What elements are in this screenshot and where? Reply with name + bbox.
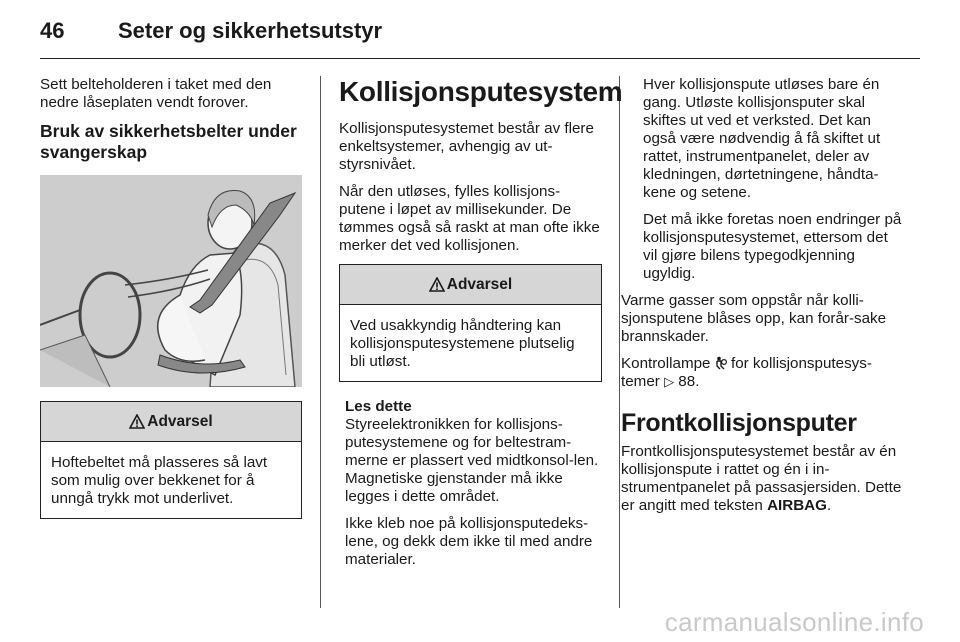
paragraph: Ikke kleb noe på kollisjonsputedeks-lene, og dekk dem ikke til med andre materialer. [345,515,593,568]
warning-title: Advarsel [446,275,513,293]
paragraph [621,355,903,391]
airbag-warning-lamp-icon [715,356,727,370]
watermark: carmanualsonline.info [664,607,924,637]
text-span: Kontrollampe [621,355,711,372]
warning-text: Ved usakkyndig håndtering kan kollisjonsputesystemene plutselig bli utløst. [350,317,575,370]
paragraph: Varme gasser som oppstår når kolli-sjonsputene blåses opp, kan forår-sake brannskader. [621,292,887,345]
seatbelt-illustration-icon [40,175,302,387]
warning-header [340,265,601,305]
header-rule [40,58,920,59]
warning-title: Advarsel [147,412,213,430]
warning-box [339,264,602,382]
page-reference: 88. [678,373,700,390]
paragraph: Styreelektronikken for kollisjons-putesystemene og for beltestram-merne er plassert ved midtkonsol-len. Magnetiske gjenstander må ikke legges i dette området. [345,416,599,505]
page-number: 46 [40,18,65,43]
section-heading: Kollisjonsputesystem [339,76,623,107]
column-divider [619,76,620,608]
text-span: for kollisjonsputesys-temer [621,355,872,390]
subheading: Bruk av sikkerhetsbelter under svangerskap [40,121,297,162]
text-span: . [826,497,832,514]
page-ref-arrow-icon: ▷ [664,374,675,389]
section-title: Seter og sikkerhetsutstyr [118,18,383,43]
warning-icon [429,277,445,293]
paragraph: Kollisjonsputesystemet består av flere enkeltsystemer, avhengig av ut-styrsnivået. [339,120,594,173]
paragraph: Hver kollisjonspute utløses bare én gang. Utløste kollisjonsputer skal skiftes ut ved et verksted. Det kan også være nødvendig å få skiftet ut rattet, instrumentpanelet, deler av kledningen, dørtetningene, håndta-kene og setene. [643,76,881,201]
paragraph [621,443,903,515]
warning-header [41,402,301,442]
warning-icon [129,414,145,430]
column-3 [621,76,903,524]
airbag-keyword: AIRBAG [767,497,827,514]
text-span: Frontkollisjonsputesystemet består av én kollisjonspute i rattet og én i in-strumentpanelet på passasjersiden. Dette er angitt med teksten [621,443,902,514]
warning-box [40,401,302,519]
column-1 [40,76,302,531]
warning-text: Hoftebeltet må plasseres så lavt som mulig over bekkenet for å unngå trykk mot underlivet. [51,454,268,507]
pregnant-seatbelt-illustration [40,175,302,387]
paragraph: Det må ikke foretas noen endringer på kollisjonsputesystemet, ettersom det vil gjøre bilens typegodkjenning ugyldig. [643,211,902,282]
section-heading: Frontkollisjonsputer [621,409,857,437]
page-header [40,18,382,48]
column-divider [320,76,321,608]
note-block [339,398,602,569]
note-title: Les dette [345,398,412,415]
paragraph: Når den utløses, fylles kollisjons-putene i løpet av millisekunder. De tømmes også så raskt at man ofte ikke merker det ved kollisjonen. [339,183,600,254]
paragraph: Sett belteholderen i taket med den nedre låseplaten vendt forover. [40,76,272,111]
column-2 [339,76,623,578]
